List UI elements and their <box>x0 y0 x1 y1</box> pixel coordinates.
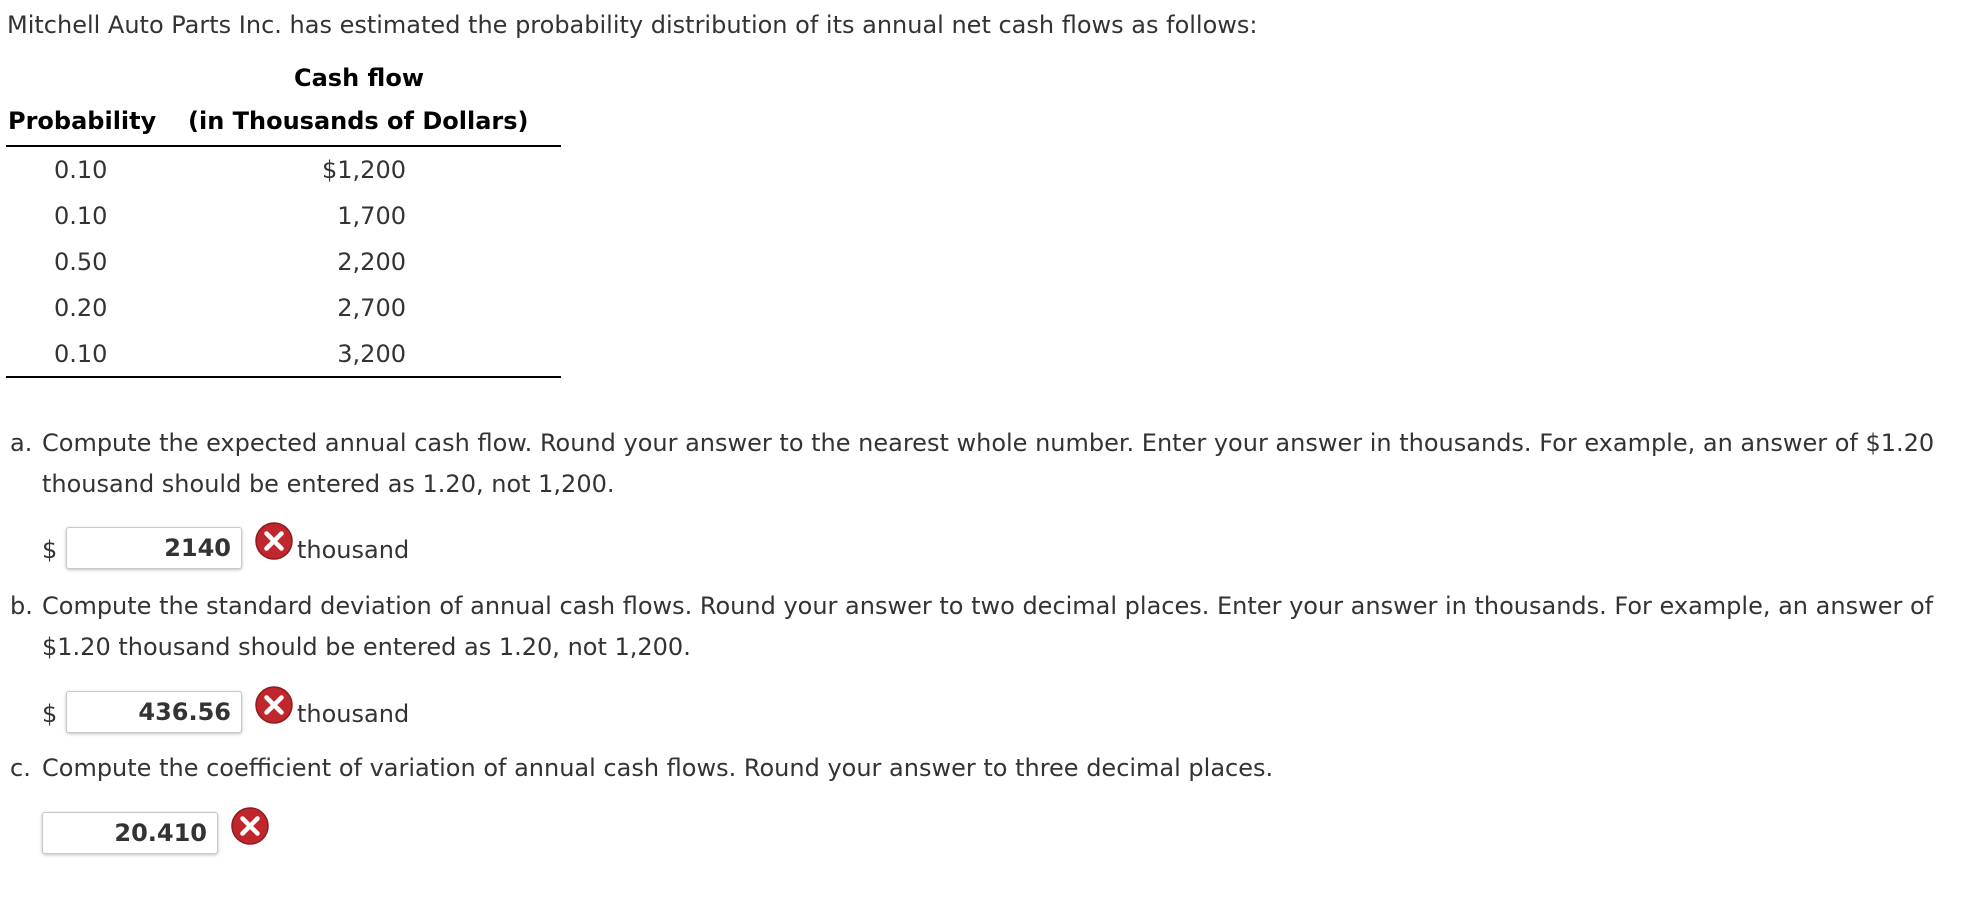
dollar-sign: $ <box>42 700 58 728</box>
header-rule <box>6 145 561 147</box>
unit-label: thousand <box>297 700 410 728</box>
probability-cell: 0.10 <box>54 202 108 230</box>
table-row <box>6 240 561 286</box>
answer-b-input[interactable]: 436.56 <box>66 691 242 733</box>
question-a-letter: a. <box>10 429 33 457</box>
incorrect-x-icon <box>254 521 294 561</box>
footer-rule <box>6 376 561 378</box>
header-cash-flow: Cash flow <box>294 64 424 92</box>
cash-flow-cell: 1,700 <box>337 202 406 230</box>
incorrect-x-icon <box>230 806 270 846</box>
header-units: (in Thousands of Dollars) <box>188 107 529 135</box>
cash-flow-cell: $1,200 <box>322 156 406 184</box>
question-a-text: Compute the expected annual cash flow. Round your answer to the nearest whole number. Enter your answer in thousands. For example, an answer of $1.20 thousand should be entered as 1.20, not 1,200. <box>42 429 1935 498</box>
unit-label: thousand <box>297 536 410 564</box>
question-b <box>10 586 1960 668</box>
cash-flow-cell: 3,200 <box>337 340 406 368</box>
dollar-sign: $ <box>42 536 58 564</box>
question-b-text: Compute the standard deviation of annual cash flows. Round your answer to two decimal places. Enter your answer in thousands. For example, an answer of $1.20 thousand should be entered as 1.20, not 1,200. <box>42 592 1934 661</box>
problem-intro: Mitchell Auto Parts Inc. has estimated the probability distribution of its annual net cash flows as follows: <box>7 11 1258 39</box>
table-row <box>6 286 561 332</box>
probability-cell: 0.10 <box>54 156 108 184</box>
question-c <box>10 748 1960 789</box>
table-row <box>6 332 561 378</box>
table-row <box>6 194 561 240</box>
probability-cell: 0.20 <box>54 294 108 322</box>
probability-cell: 0.10 <box>54 340 108 368</box>
table-row <box>6 148 561 194</box>
incorrect-x-icon <box>254 685 294 725</box>
cash-flow-cell: 2,700 <box>337 294 406 322</box>
answer-a-input[interactable]: 2140 <box>66 527 242 569</box>
question-c-text: Compute the coefficient of variation of annual cash flows. Round your answer to three decimal places. <box>42 754 1274 782</box>
probability-cell: 0.50 <box>54 248 108 276</box>
question-b-letter: b. <box>10 592 33 620</box>
question-a <box>10 423 1960 505</box>
answer-c-input[interactable]: 20.410 <box>42 812 218 854</box>
cash-flow-cell: 2,200 <box>337 248 406 276</box>
header-probability: Probability <box>8 107 157 135</box>
question-c-letter: c. <box>10 754 31 782</box>
